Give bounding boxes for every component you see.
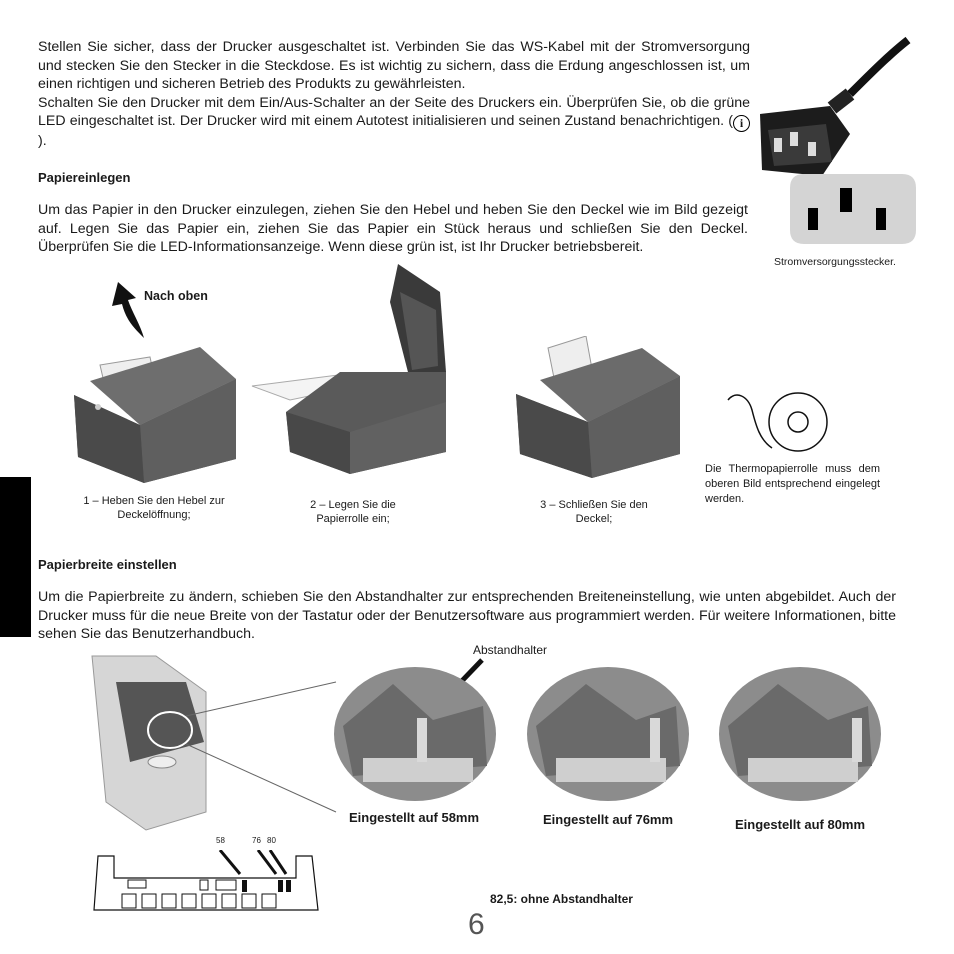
papierbreite-text: Um die Papierbreite zu ändern, schieben Sie den Abstandhalter zur entsprechenden Breiteneinstellung, wie unten abgebildet. Auch der Drucker muss für die neue Breite von der Tastatur oder der Benutzersoftware aus programmiert werden. Für weitere Informationen, bitte sehen Sie das Benutzerhandbuch. [38, 589, 896, 643]
scale-mark-58: 58 [216, 836, 225, 845]
papiereinlegen-text: Um das Papier in den Drucker einzulegen, ziehen Sie den Hebel und heben Sie den Deckel wie im Bild gezeigt auf. Legen Sie das Papier ein, ziehen Sie das Papier ein Stück heraus und schließen Sie den Deckel. Überprüfen Sie die LED-Informationsanzeige. Wenn diese grün ist, ist Ihr Drucker betriebsbereit. [38, 202, 748, 256]
heading-papiereinlegen: Papiereinlegen [38, 170, 131, 185]
chapter-tab [0, 477, 31, 637]
detail-80mm-image [718, 666, 882, 802]
power-plug-caption: Stromversorgungsstecker. [774, 256, 896, 268]
roll-note: Die Thermopapierrolle muss dem oberen Bild entsprechend eingelegt werden. [705, 463, 880, 505]
setting-58-label: Eingestellt auf 58mm [349, 810, 480, 825]
intro-paragraph-2 [38, 94, 750, 151]
printer-step-2-image [250, 262, 455, 482]
arrow-label: Nach oben [144, 289, 208, 303]
paper-roll-icon [726, 392, 832, 452]
info-icon: i [733, 115, 750, 132]
detail-76mm-image [526, 666, 690, 802]
printer-step-1-image [70, 345, 238, 485]
step-3-caption: 3 – Schließen Sie den Deckel; [540, 499, 648, 525]
no-spacer-note: 82,5: ohne Abstandhalter [490, 892, 633, 906]
setting-76-label: Eingestellt auf 76mm [543, 812, 674, 827]
printer-step-3-image [512, 336, 682, 481]
step-1-caption: 1 – Heben Sie den Hebel zur Deckelöffnung; [83, 495, 225, 521]
intro-paragraph-2-text: Schalten Sie den Drucker mit dem Ein/Aus-Schalter an der Seite des Druckers ein. Überprüfen Sie, ob die grüne LED eingeschaltet ist. Der Drucker wird mit einem Autotest initialisieren und seinen Zustand benachrichtigen. ( [38, 94, 750, 130]
scale-mark-76: 76 [252, 836, 261, 845]
socket-icon [790, 174, 916, 244]
page-number: 6 [468, 908, 485, 941]
printer-open-image [86, 652, 346, 832]
setting-80-label: Eingestellt auf 80mm [735, 817, 866, 832]
intro-text [38, 38, 750, 151]
heading-papierbreite: Papierbreite einstellen [38, 557, 177, 572]
scale-mark-80: 80 [267, 836, 276, 845]
intro-paragraph-1: Stellen Sie sicher, dass der Drucker ausgeschaltet ist. Verbinden Sie das WS-Kabel mit der Stromversorgung und stecken Sie den Stecker in die Steckdose. Es ist wichtig zu sichern, dass die Erdung angeschlossen ist, um einen richtigen und sicheren Betrieb des Produkts zu gewährleisten. [38, 39, 750, 93]
intro-paragraph-2-end: ). [38, 133, 47, 150]
detail-58mm-image [333, 666, 497, 802]
step-2-caption: 2 – Legen Sie die Papierrolle ein; [310, 499, 396, 525]
width-scale-diagram [92, 850, 324, 920]
spacer-label: Abstandhalter [473, 643, 548, 657]
